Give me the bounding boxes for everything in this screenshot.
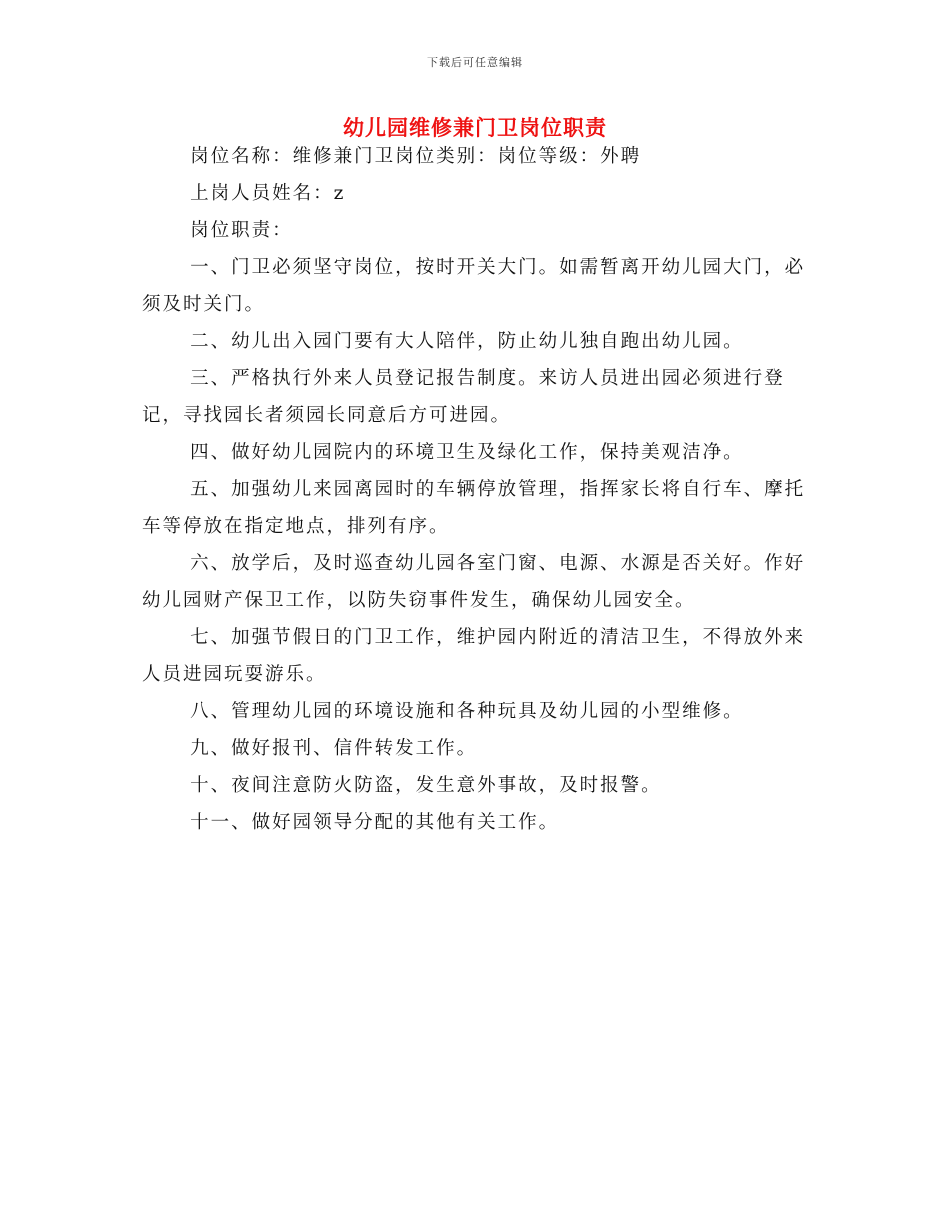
paragraph-duties-heading: 岗位职责： — [190, 220, 293, 241]
paragraph-duty-11: 十一、做好园领导分配的其他有关工作。 — [190, 812, 560, 833]
paragraph-duty-7: 七、加强节假日的门卫工作，维护园内附近的清洁卫生，不得放外来人员进园玩耍游乐。 — [142, 627, 806, 685]
paragraph-duty-1: 一、门卫必须坚守岗位，按时开关大门。如需暂离开幼儿园大门，必须及时关门。 — [142, 257, 806, 315]
paragraph-duty-2: 二、幼儿出入园门要有大人陪伴，防止幼儿独自跑出幼儿园。 — [190, 331, 744, 352]
paragraph-duty-4: 四、做好幼儿园院内的环境卫生及绿化工作，保持美观洁净。 — [190, 442, 744, 463]
paragraph-duty-6: 六、放学后，及时巡查幼儿园各室门窗、电源、水源是否关好。作好幼儿园财产保卫工作，以防失窃事件发生，确保幼儿园安全。 — [142, 553, 806, 611]
paragraph-duty-10: 十、夜间注意防火防盗，发生意外事故，及时报警。 — [190, 775, 662, 796]
document-body — [142, 138, 810, 841]
document-title: 幼儿园维修兼门卫岗位职责 — [343, 115, 607, 140]
header-note: 下载后可任意编辑 — [427, 56, 523, 69]
paragraph-duty-3: 三、严格执行外来人员登记报告制度。来访人员进出园必须进行登记，寻找园长者须园长同意后方可进园。 — [142, 368, 785, 426]
paragraph-duty-9: 九、做好报刊、信件转发工作。 — [190, 738, 478, 759]
paragraph-duty-5: 五、加强幼儿来园离园时的车辆停放管理，指挥家长将自行车、摩托车等停放在指定地点，排列有序。 — [142, 479, 806, 537]
paragraph-duty-8: 八、管理幼儿园的环境设施和各种玩具及幼儿园的小型维修。 — [190, 701, 744, 722]
paragraph-position-info: 岗位名称：维修兼门卫岗位类别：岗位等级：外聘 — [190, 146, 642, 167]
paragraph-staff-name: 上岗人员姓名：z — [190, 183, 346, 204]
